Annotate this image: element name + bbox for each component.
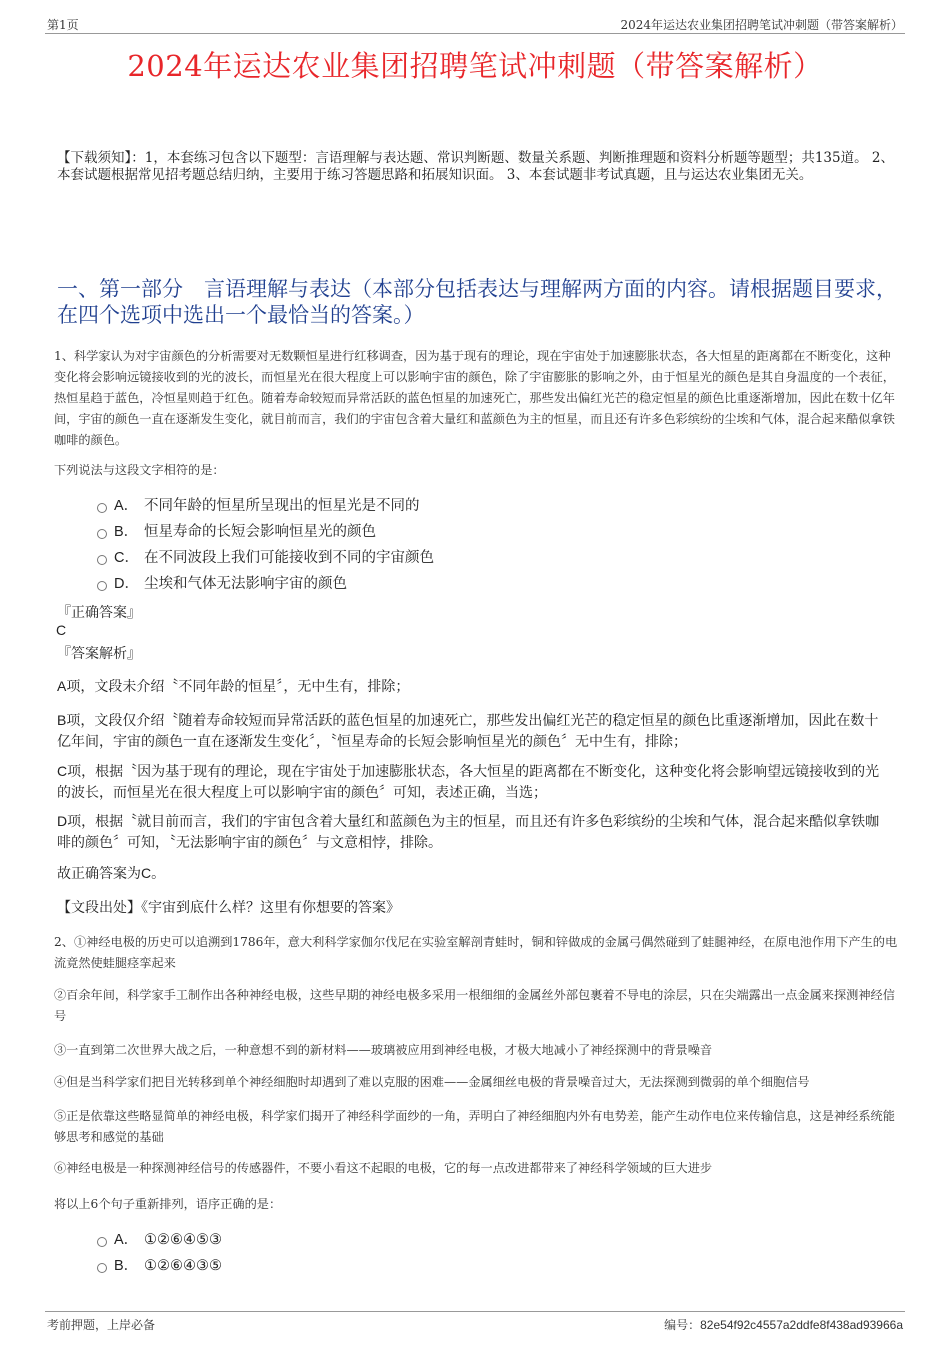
section-heading: 一、第一部分 言语理解与表达（本部分包括表达与理解两方面的内容。请根据题目要求，在四个选项中选出一个最恰当的答案。） (57, 277, 897, 327)
footer-code-value: 82e54f92c4557a2ddfe8f438ad93966a (700, 1318, 903, 1332)
option-letter: C． (114, 550, 139, 566)
option-letter: A． (114, 1232, 139, 1248)
q2-sentence-5: ⑤正是依靠这些略显简单的神经电极，科学家们揭开了神经科学面纱的一角，弄明白了神经细胞内外有电势差，能产生动作电位来传输信息，这是神经系统能够思考和感觉的基础 (54, 1109, 895, 1144)
option-text: 恒星寿命的长短会影响恒星光的颜色 (144, 524, 376, 540)
analysis-d (57, 811, 887, 854)
page-title: 2024年运达农业集团招聘笔试冲刺题（带答案解析） (127, 49, 823, 83)
answer-label: 『正确答案』 (57, 605, 141, 621)
page-number: 第1页 (47, 18, 79, 32)
option-letter: A． (114, 498, 139, 514)
q1-question: 下列说法与这段文字相符的是： (54, 463, 225, 477)
q2-sentence-3: ③一直到第二次世界大战之后，一种意想不到的新材料——玻璃被应用到神经电极，才极大地减小了神经探测中的背景噪音 (54, 1043, 713, 1057)
option-letter: B． (114, 1258, 139, 1274)
analysis-a (57, 676, 887, 698)
analysis-text: 项，文段未介绍〝不同年龄的恒星〞，无中生有，排除； (66, 679, 410, 695)
option-text: 不同年龄的恒星所呈现出的恒星光是不同的 (144, 498, 420, 514)
answer-value: C (56, 622, 67, 638)
footer-slogan: 考前押题，上岸必备 (47, 1318, 156, 1332)
analysis-label: 『答案解析』 (57, 646, 141, 662)
analysis-b (57, 710, 887, 753)
page-footer (45, 1311, 905, 1331)
q2-sentence-4: ④但是当科学家们把目光转移到单个神经细胞时却遇到了难以克服的困难——金属细丝电极的背景噪音过大，无法探测到微弱的单个细胞信号 (54, 1075, 810, 1089)
radio-icon[interactable] (97, 529, 107, 539)
header-doc-title: 2024年运达农业集团招聘笔试冲刺题（带答案解析） (620, 18, 903, 32)
radio-icon[interactable] (97, 1237, 107, 1247)
radio-icon[interactable] (97, 555, 107, 565)
option-text: ①②⑥④⑤③ (144, 1232, 222, 1248)
radio-icon[interactable] (97, 581, 107, 591)
analysis-text: 项，根据〝因为基于现有的理论，现在宇宙处于加速膨胀状态，各大恒星的距离都在不断变化，这种变化将会影响望远镜接收到的光的波长，而恒星光在很大程度上可以影响宇宙的颜色〞可知，表述正确，当选； (57, 764, 880, 801)
radio-icon[interactable] (97, 1263, 107, 1273)
conclusion-suffix: 。 (151, 866, 166, 882)
conclusion-key: C (141, 865, 152, 881)
analysis-key: A (57, 678, 67, 694)
option-text: 在不同波段上我们可能接收到不同的宇宙颜色 (144, 550, 434, 566)
option-letter: B． (114, 524, 139, 540)
analysis-text: 项，文段仅介绍〝随着寿命较短而异常活跃的蓝色恒星的加速死亡，那些发出偏红光芒的稳定恒星的颜色比重逐渐增加，因此在数十亿年间，宇宙的颜色一直在逐渐发生变化〞，〝恒星寿命的长短会影响恒星光的颜色〞无中生有，排除； (57, 713, 879, 750)
analysis-c (57, 761, 887, 804)
q2-option-a[interactable] (97, 1230, 222, 1250)
option-letter: D． (114, 576, 139, 592)
option-text: ①②⑥④③⑤ (144, 1258, 222, 1274)
q1-option-d[interactable] (97, 574, 347, 594)
q2-sentence-1: 2、①神经电极的历史可以追溯到1786年，意大利科学家伽尔伐尼在实验室解剖青蛙时，铜和锌做成的金属弓偶然碰到了蛙腿神经，在原电池作用下产生的电流竟然使蛙腿痉挛起来 (54, 935, 898, 970)
footer-code (664, 1316, 903, 1333)
q1-option-c[interactable] (97, 548, 434, 568)
option-text: 尘埃和气体无法影响宇宙的颜色 (144, 576, 347, 592)
download-notice: 【下载须知】：1，本套练习包含以下题型：言语理解与表达题、常识判断题、数量关系题、判断推理题和资料分析题等题型；共135道。 2、本套试题根据常见招考题总结归纳，主要用于练习答题思路和拓展知识面。 3、本套试题非考试真题，且与运达农业集团无关。 (57, 150, 894, 183)
q1-option-a[interactable] (97, 496, 420, 516)
q1-option-b[interactable] (97, 522, 376, 542)
conclusion (57, 863, 887, 885)
footer-code-label: 编号： (664, 1318, 701, 1332)
q2-option-b[interactable] (97, 1256, 222, 1276)
analysis-key: C (57, 763, 68, 779)
page-header (45, 14, 905, 34)
analysis-key: D (57, 813, 68, 829)
conclusion-prefix: 故正确答案为 (57, 866, 141, 882)
analysis-text: 项，根据〝就目前而言，我们的宇宙包含着大量红和蓝颜色为主的恒星，而且还有许多色彩缤纷的尘埃和气体，混合起来酷似拿铁咖啡的颜色〞可知，〝无法影响宇宙的颜色〞与文意相悖，排除。 (57, 814, 880, 851)
q2-sentence-2: ②百余年间，科学家手工制作出各种神经电极，这些早期的神经电极多采用一根细细的金属丝外部包裹着不导电的涂层，只在尖端露出一点金属来探测神经信号 (54, 988, 895, 1023)
q2-question: 将以上6个句子重新排列，语序正确的是： (54, 1197, 282, 1211)
analysis-key: B (57, 712, 67, 728)
q2-sentence-6: ⑥神经电极是一种探测神经信号的传感器件，不要小看这不起眼的电极，它的每一点改进都带来了神经科学领域的巨大进步 (54, 1161, 713, 1175)
q1-stem: 1、科学家认为对宇宙颜色的分析需要对无数颗恒星进行红移调查，因为基于现有的理论，现在宇宙处于加速膨胀状态，各大恒星的距离都在不断变化，这种变化将会影响远镜接收到的光的波长，而恒星光在很大程度上可以影响宇宙的颜色，除了宇宙膨胀的影响之外，由于恒星光的颜色是其自身温度的一个表征，热恒星趋于蓝色，冷恒星则趋于红色。随着寿命较短而异常活跃的蓝色恒星的加速死亡，那些发出偏红光芒的稳定恒星的颜色比重逐渐增加，因此在数十亿年间，宇宙的颜色一直在逐渐发生变化，就目前而言，我们的宇宙包含着大量红和蓝颜色为主的恒星，而且还有许多色彩缤纷的尘埃和气体，混合起来酷似拿铁咖啡的颜色。 (54, 349, 895, 447)
source: 【文段出处】《宇宙到底什么样？这里有你想要的答案》 (57, 900, 400, 916)
radio-icon[interactable] (97, 503, 107, 513)
